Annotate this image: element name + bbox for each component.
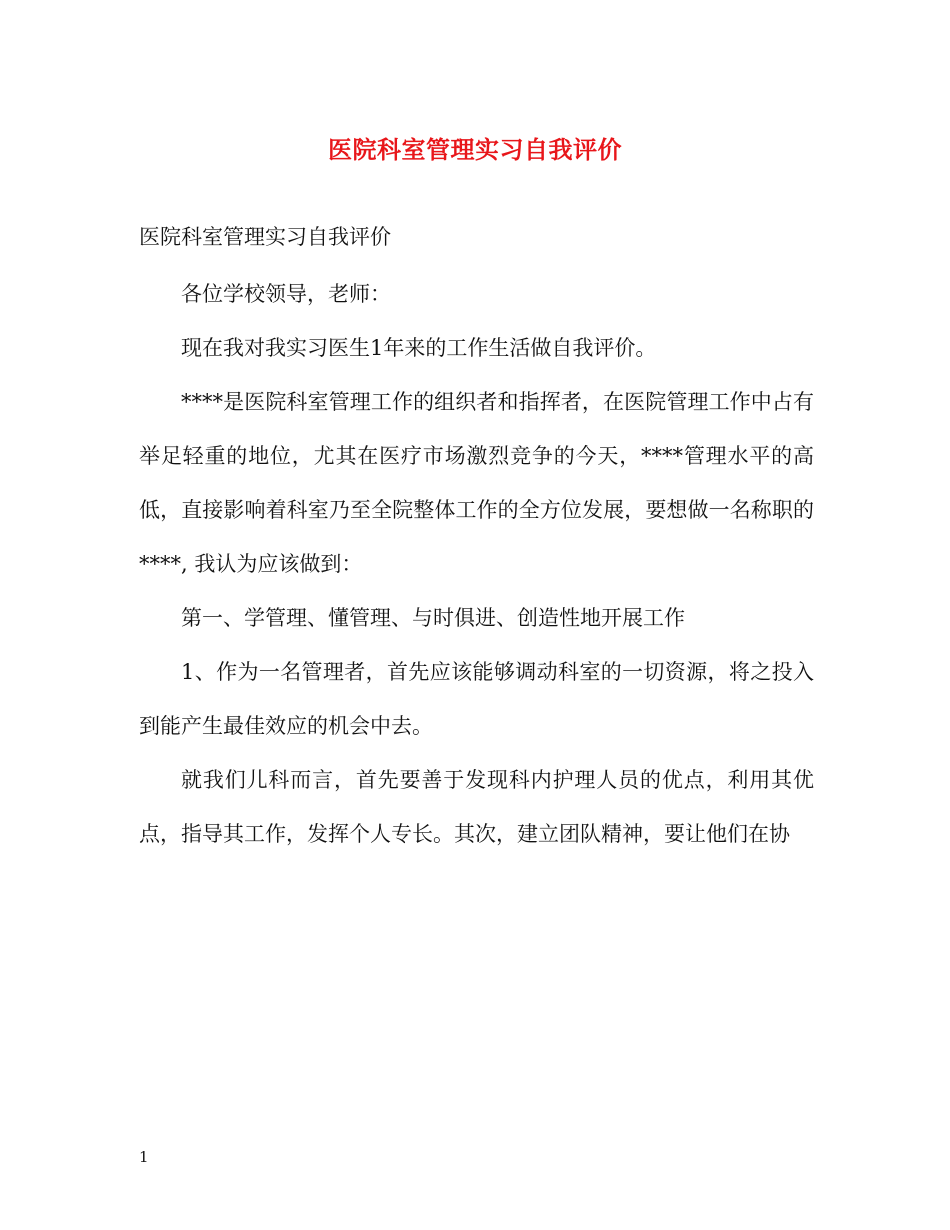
paragraph-intro: 现在我对我实习医生1年来的工作生活做自我评价。 <box>181 336 657 360</box>
page-number: 1 <box>139 1148 149 1166</box>
paragraph-role: ****是医院科室管理工作的组织者和指挥者，在医院管理工作中占有举足轻重的地位，尤其在医疗市场激烈竞争的今天，****管理水平的高低，直接影响着科室乃至全院整体工作的全方位发展，要想做一名称职的****, 我认为应该做到： <box>139 390 814 576</box>
paragraph-pediatrics: 就我们儿科而言，首先要善于发现科内护理人员的优点，利用其优点，指导其工作，发挥个人专长。其次，建立团队精神，要让他们在协 <box>139 768 814 846</box>
document-title: 医院科室管理实习自我评价 <box>328 135 622 164</box>
paragraph-greeting: 各位学校领导，老师： <box>181 282 391 306</box>
paragraph-section-heading: 第一、学管理、懂管理、与时俱进、创造性地开展工作 <box>181 606 685 630</box>
document-body <box>139 210 814 861</box>
paragraph-point-one: 1、作为一名管理者，首先应该能够调动科室的一切资源，将之投入到能产生最佳效应的机会中去。 <box>139 660 814 738</box>
document-subtitle: 医院科室管理实习自我评价 <box>139 225 391 249</box>
